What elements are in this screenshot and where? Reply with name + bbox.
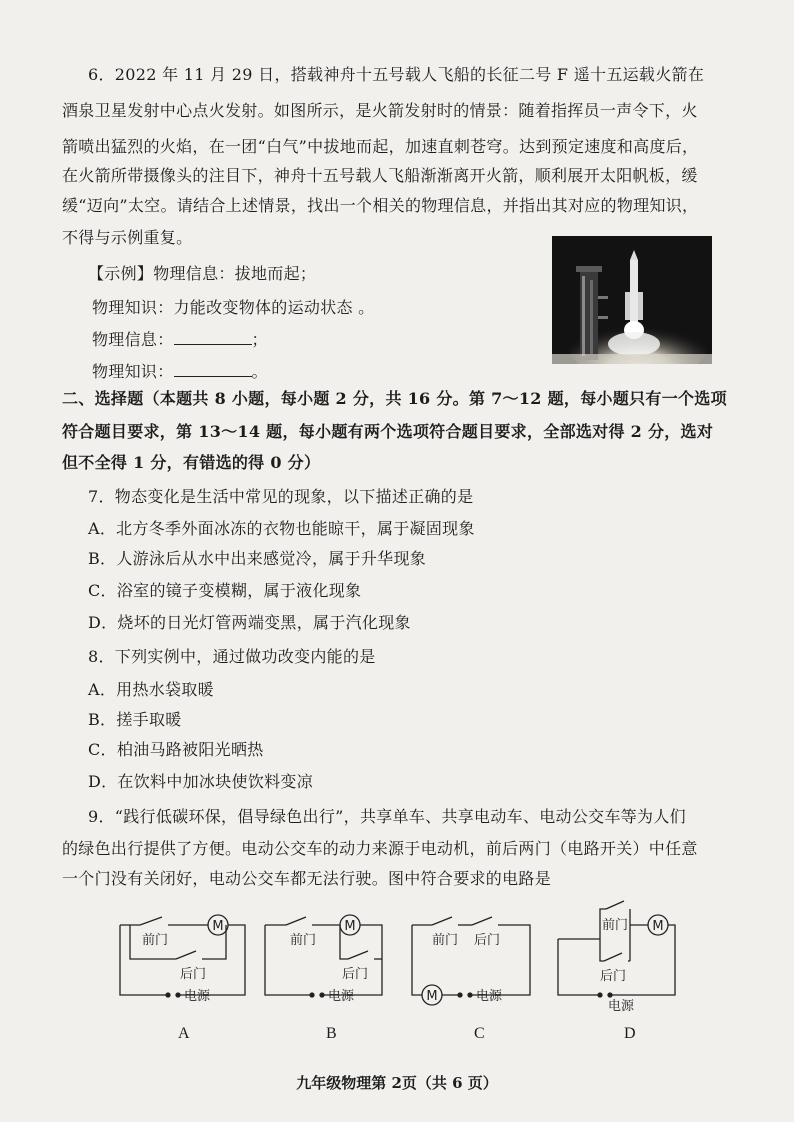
q8-option-c[interactable]: C．柏油马路被阳光晒热	[88, 740, 264, 759]
circuit-c	[412, 917, 530, 1005]
q6-info-label: 物理信息：	[92, 330, 174, 349]
circuit-d-front-switch	[606, 901, 624, 909]
section2-line-3: 但不全得 1 分，有错选的得 0 分）	[62, 453, 321, 472]
q6-line-6: 不得与示例重复。	[62, 228, 193, 247]
circuit-a-front-switch	[140, 917, 162, 925]
q9-option-a[interactable]: A	[178, 1025, 190, 1042]
q9-line-2: 的绿色出行提供了方便。电动公交车的动力来源于电动机，前后两门（电路开关）中任意	[62, 839, 698, 858]
circuit-b	[265, 915, 382, 1004]
q7-option-b[interactable]: B．人游泳后从水中出来感觉冷，属于升华现象	[88, 549, 427, 568]
circuit-d	[558, 901, 675, 1014]
rocket-launch-photo	[552, 236, 712, 364]
circuit-c-power-label: 电源	[476, 989, 503, 1004]
circuit-d-motor-label: M	[652, 919, 664, 934]
q9-option-d[interactable]: D	[624, 1025, 636, 1042]
q7-option-a[interactable]: A．北方冬季外面冰冻的衣物也能晾干，属于凝固现象	[88, 519, 475, 538]
q8-stem: 8．下列实例中，通过做功改变内能的是	[88, 647, 376, 666]
circuit-c-back-switch	[472, 917, 492, 925]
q6-line-3: 箭喷出猛烈的火焰，在一团“白气”中拔地而起，加速直刺苍穹。达到预定速度和高度后，	[62, 137, 699, 156]
circuit-a-back-switch	[176, 951, 196, 959]
q6-line-4: 在火箭所带摄像头的注目下，神舟十五号载人飞船渐渐离开火箭，顺利展开太阳帆板，缓	[62, 166, 698, 185]
q9-option-labels	[0, 1025, 794, 1047]
q8-option-a[interactable]: A．用热水袋取暖	[88, 680, 214, 699]
q6-example-info: 【示例】物理信息：拔地而起；	[88, 264, 317, 283]
q9-line-1: 9．“践行低碳环保，倡导绿色出行”，共享单车、共享电动车、电动公交车等为人们	[88, 807, 686, 826]
q6-line-2: 酒泉卫星发射中心点火发射。如图所示，是火箭发射时的情景：随着指挥员一声令下，火	[62, 101, 698, 120]
circuit-b-back-switch	[348, 951, 368, 959]
section2-line-2: 符合题目要求，第 13～14 题，每小题有两个选项符合题目要求，全部选对得 2 分，选对	[62, 422, 714, 441]
circuit-diagrams	[110, 895, 680, 1015]
page-footer: 九年级物理第 2页（共 6 页）	[296, 1074, 498, 1092]
q7-option-c[interactable]: C．浴室的镜子变模糊，属于液化现象	[88, 581, 362, 600]
circuit-a	[120, 915, 245, 1004]
q8-option-b[interactable]: B．搓手取暖	[88, 710, 182, 729]
circuit-a-back-label: 后门	[180, 967, 207, 982]
q9-option-b[interactable]: B	[326, 1025, 337, 1042]
circuit-c-front-switch	[432, 917, 452, 925]
circuit-b-back-label: 后门	[342, 967, 369, 982]
circuit-a-power-label: 电源	[184, 989, 211, 1004]
q6-info-blank[interactable]	[174, 329, 252, 345]
circuit-d-back-switch	[604, 953, 622, 961]
q8-option-d[interactable]: D．在饮料中加冰块使饮料变凉	[88, 772, 314, 791]
q7-stem: 7．物态变化是生活中常见的现象，以下描述正确的是	[88, 487, 474, 506]
circuit-b-front-switch	[286, 917, 306, 925]
q6-knowledge-answer	[92, 361, 794, 383]
q9-option-c[interactable]: C	[474, 1025, 485, 1042]
q6-line-1: 6．2022 年 11 月 29 日，搭载神舟十五号载人飞船的长征二号 F 遥十五运载火箭在	[88, 65, 705, 84]
circuit-d-power-label: 电源	[608, 999, 635, 1014]
circuit-c-front-label: 前门	[432, 933, 459, 948]
circuit-a-front-label: 前门	[142, 933, 169, 948]
q6-knowledge-end: 。	[251, 362, 268, 381]
circuit-d-front-label: 前门	[602, 918, 629, 933]
q6-example-knowledge: 物理知识：力能改变物体的运动状态 。	[92, 298, 375, 317]
q6-knowledge-label: 物理知识：	[92, 362, 174, 381]
circuit-c-motor-label: M	[426, 989, 438, 1004]
circuit-c-back-label: 后门	[474, 933, 501, 948]
q6-line-5: 缓“迈向”太空。请结合上述情景，找出一个相关的物理信息，并指出其对应的物理知识，	[62, 196, 699, 215]
q6-knowledge-blank[interactable]	[174, 361, 252, 377]
circuit-b-motor-label: M	[344, 919, 356, 934]
circuit-b-front-label: 前门	[290, 933, 317, 948]
section2-line-1: 二、选择题（本题共 8 小题，每小题 2 分，共 16 分。第 7～12 题，每小题只有一个选项	[62, 389, 727, 408]
circuit-a-motor-label: M	[212, 919, 224, 934]
q9-line-3: 一个门没有关闭好，电动公交车都无法行驶。图中符合要求的电路是	[62, 869, 552, 888]
q7-option-d[interactable]: D．烧坏的日光灯管两端变黑，属于汽化现象	[88, 613, 411, 632]
circuit-d-back-label: 后门	[600, 969, 627, 984]
circuit-b-power-label: 电源	[328, 989, 355, 1004]
q6-info-end: ；	[251, 330, 268, 349]
